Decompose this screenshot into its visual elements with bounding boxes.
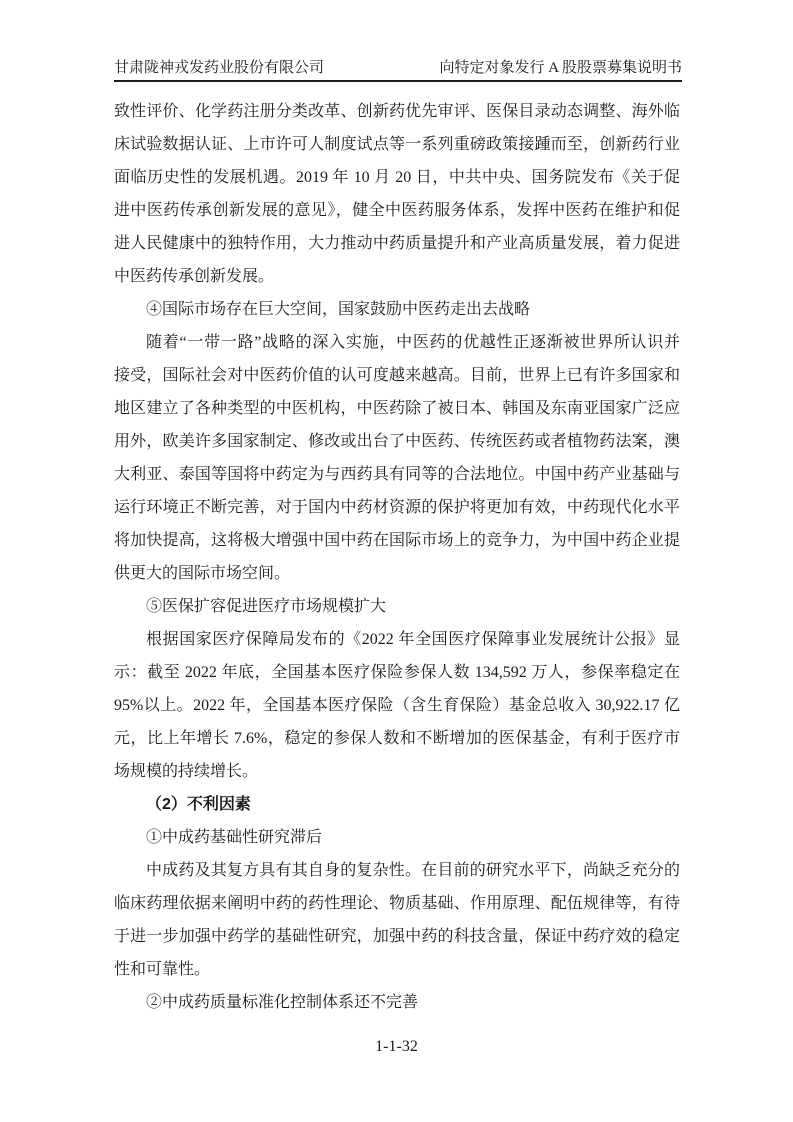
text-line: 致性评价、化学药注册分类改革、创新药优先审评、医保目录动态调整、海外临 bbox=[114, 103, 680, 120]
header-document-title: 向特定对象发行 A 股股票募集说明书 bbox=[439, 60, 682, 76]
text-line: 用外，欧美许多国家制定、修改或出台了中医药、传统医药或者植物药法案，澳 bbox=[114, 433, 680, 450]
document-body bbox=[114, 95, 680, 1019]
text-line: 随着“一带一路”战略的深入实施，中医药的优越性正逐渐被世界所认识并 bbox=[146, 334, 680, 351]
text-line: 大利亚、泰国等国将中药定为与西药具有同等的合法地位。中国中药产业基础与 bbox=[114, 466, 680, 483]
text-line: 示：截至 2022 年底，全国基本医疗保险参保人数 134,592 万人，参保率稳定在 bbox=[114, 664, 680, 681]
text-line: 进人民健康中的独特作用，大力推动中药质量提升和产业高质量发展，着力促进 bbox=[114, 235, 680, 252]
text-line: 根据国家医疗保障局发布的《2022 年全国医疗保障事业发展统计公报》显 bbox=[146, 631, 680, 648]
text-line: 运行环境正不断完善，对于国内中药材资源的保护将更加有效，中药现代化水平 bbox=[114, 499, 680, 516]
text-line: 接受，国际社会对中医药价值的认可度越来越高。目前，世界上已有许多国家和 bbox=[114, 367, 680, 384]
text-line: 中医药传承创新发展。 bbox=[114, 268, 275, 285]
text-line: 于进一步加强中药学的基础性研究，加强中药的科技含量，保证中药疗效的稳定 bbox=[114, 928, 680, 945]
text-line: 元，比上年增长 7.6%，稳定的参保人数和不断增加的医保基金，有利于医疗市 bbox=[114, 730, 680, 747]
text-line: 95%以上。2022 年，全国基本医疗保险（含生育保险）基金总收入 30,922.17 亿 bbox=[114, 697, 680, 714]
section-heading: ⑤医保扩容促进医疗市场规模扩大 bbox=[146, 598, 387, 615]
text-line: 性和可靠性。 bbox=[114, 961, 211, 978]
text-line: 场规模的持续增长。 bbox=[114, 763, 259, 780]
section-heading: （2）不利因素 bbox=[146, 796, 251, 813]
text-line: 中成药及其复方具有其自身的复杂性。在目前的研究水平下，尚缺乏充分的 bbox=[146, 862, 680, 879]
text-line: 面临历史性的发展机遇。2019 年 10 月 20 日，中共中央、国务院发布《关于促 bbox=[114, 169, 680, 186]
section-heading: ②中成药质量标准化控制体系还不完善 bbox=[146, 994, 419, 1011]
section-heading: ①中成药基础性研究滞后 bbox=[146, 829, 323, 846]
page-footer bbox=[0, 1035, 793, 1059]
text-line: 床试验数据认证、上市许可人制度试点等一系列重磅政策接踵而至，创新药行业 bbox=[114, 136, 680, 153]
page-header bbox=[114, 54, 682, 82]
text-line: 进中医药传承创新发展的意见》，健全中医药服务体系，发挥中医药在维护和促 bbox=[114, 202, 680, 219]
section-heading: ④国际市场存在巨大空间，国家鼓励中医药走出去战略 bbox=[146, 301, 531, 318]
header-company-name: 甘肃陇神戎发药业股份有限公司 bbox=[114, 60, 325, 76]
text-line: 供更大的国际市场空间。 bbox=[114, 565, 291, 582]
text-line: 临床药理依据来阐明中药的药性理论、物质基础、作用原理、配伍规律等，有待 bbox=[114, 895, 680, 912]
text-line: 将加快提高，这将极大增强中国中药在国际市场上的竞争力，为中国中药企业提 bbox=[114, 532, 680, 549]
text-line: 地区建立了各种类型的中医机构，中医药除了被日本、韩国及东南亚国家广泛应 bbox=[114, 400, 680, 417]
page-number: 1-1-32 bbox=[375, 1038, 418, 1055]
